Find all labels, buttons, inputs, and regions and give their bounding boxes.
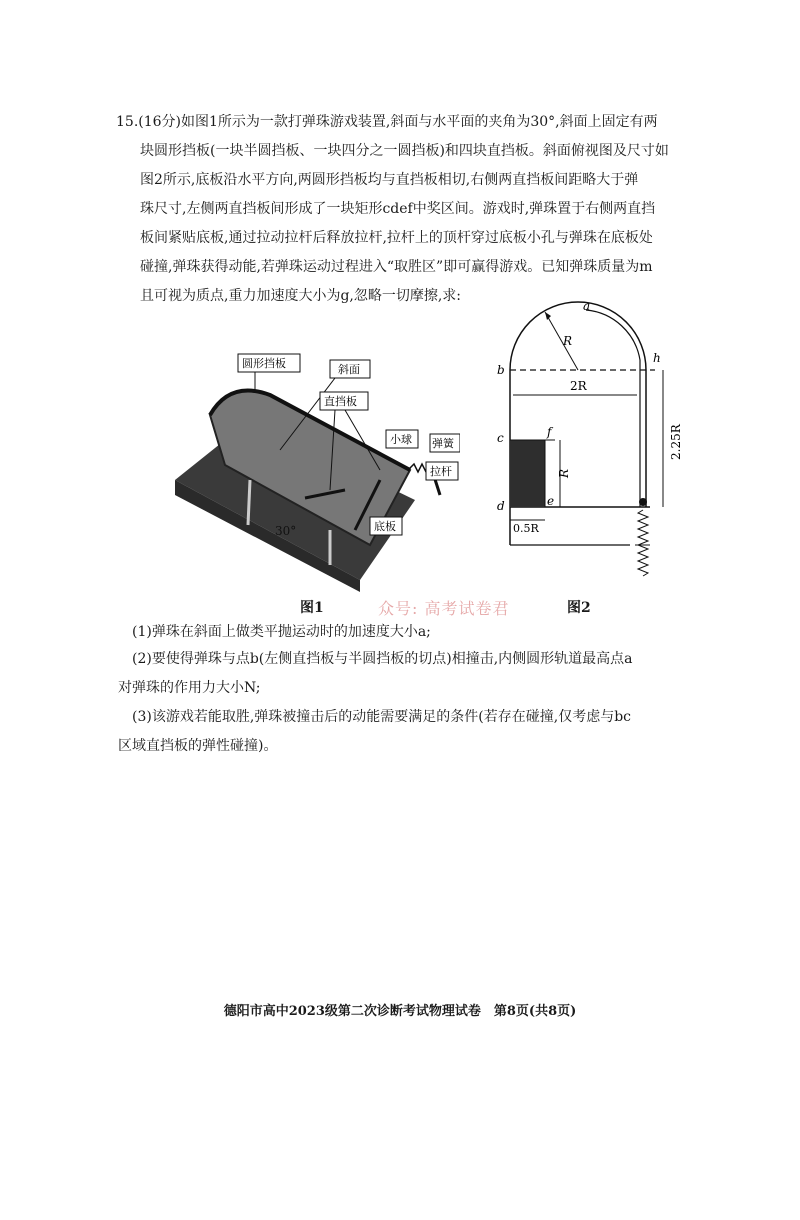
pt-h: h <box>653 351 661 365</box>
sub-question-2-line-2: 对弹珠的作用力大小N; <box>118 680 261 696</box>
support-leg-1 <box>248 480 250 525</box>
radius-arrowhead <box>545 312 551 320</box>
label-spring <box>430 434 460 452</box>
stem-line-7: 且可视为质点,重力加速度大小为g,忽略一切摩擦,求: <box>140 288 462 304</box>
spring-fig2 <box>638 510 648 576</box>
pt-d: d <box>497 499 505 513</box>
sub-question-2-line-1: (2)要使得弹珠与点b(左侧直挡板与半圆挡板的切点)相撞击,内侧圆形轨道最高点a <box>132 651 633 667</box>
ball <box>639 498 647 506</box>
question-stem <box>118 108 728 311</box>
sub-question-3 <box>118 703 740 761</box>
angle-label: 30° <box>275 524 297 538</box>
dim-zone-w-label: 0.5R <box>513 522 539 535</box>
stem-text-1: 如图1所示为一款打弹珠游戏装置,斜面与水平面的夹角为30°,斜面上固定有两 <box>181 114 658 130</box>
figure-1-caption: 图1 <box>300 600 324 616</box>
stem-line-3: 图2所示,底板沿水平方向,两圆形挡板均与直挡板相切,右侧两直挡板间距略大于弹 <box>140 172 639 188</box>
figure-1-apparatus <box>170 330 460 595</box>
stem-line-4: 珠尺寸,左侧两直挡板间形成了一块矩形cdef中奖区间。游戏时,弹珠置于右侧两直挡 <box>140 201 656 217</box>
svg-text:小球: 小球 <box>390 433 412 446</box>
sub-question-3-line-1: (3)该游戏若能取胜,弹珠被撞击后的动能需要满足的条件(若存在碰撞,仅考虑与bc <box>132 709 631 725</box>
stem-line-2: 块圆形挡板(一块半圆挡板、一块四分之一圆挡板)和四块直挡板。斜面俯视图及尺寸如 <box>140 143 669 159</box>
label-ball <box>386 430 418 448</box>
svg-text:底板: 底板 <box>374 520 396 533</box>
radius-arrow <box>545 312 578 370</box>
stem-line-1 <box>116 108 728 137</box>
dim-zone-h-label: R <box>557 468 571 478</box>
stem-line-6: 碰撞,弹珠获得动能,若弹珠运动过程进入“取胜区”即可赢得游戏。已知弹珠质量为m <box>140 259 653 275</box>
sub-question-3-line-2: 区域直挡板的弹性碰撞)。 <box>118 738 278 754</box>
dim-height-label: 2.25R <box>669 424 683 460</box>
sub-question-1: (1)弹珠在斜面上做类平抛运动时的加速度大小a; <box>132 624 431 640</box>
label-rod <box>426 462 458 480</box>
watermark: 众号: 高考试卷君 <box>378 599 510 618</box>
svg-text:直挡板: 直挡板 <box>324 395 357 408</box>
svg-text:拉杆: 拉杆 <box>430 465 452 478</box>
winning-zone <box>510 440 545 507</box>
figure-2-top-view <box>495 300 700 590</box>
pt-b: b <box>497 363 505 377</box>
svg-text:圆形挡板: 圆形挡板 <box>242 357 286 370</box>
svg-text:斜面: 斜面 <box>338 363 360 376</box>
pt-f: f <box>547 425 552 439</box>
figure-2-caption: 图2 <box>567 600 591 616</box>
dim-radius-label: R <box>563 334 573 348</box>
label-base <box>370 517 402 535</box>
pt-e: e <box>547 494 555 508</box>
pt-a: a <box>583 300 591 313</box>
question-number: 15. <box>116 114 139 130</box>
sub-question-2 <box>118 645 740 703</box>
svg-text:弹簧: 弹簧 <box>432 437 454 450</box>
stem-line-5: 板间紧贴底板,通过拉动拉杆后释放拉杆,拉杆上的顶杆穿过底板小孔与弹珠在底板处 <box>140 230 653 246</box>
page-footer: 德阳市高中2023级第二次诊断考试物理试卷 第8页(共8页) <box>223 1004 577 1019</box>
question-points: (16分) <box>138 114 182 130</box>
pt-c: c <box>497 431 504 445</box>
label-round-baffle <box>238 354 300 390</box>
inner-track <box>586 310 640 507</box>
dim-width-label: 2R <box>570 379 587 393</box>
